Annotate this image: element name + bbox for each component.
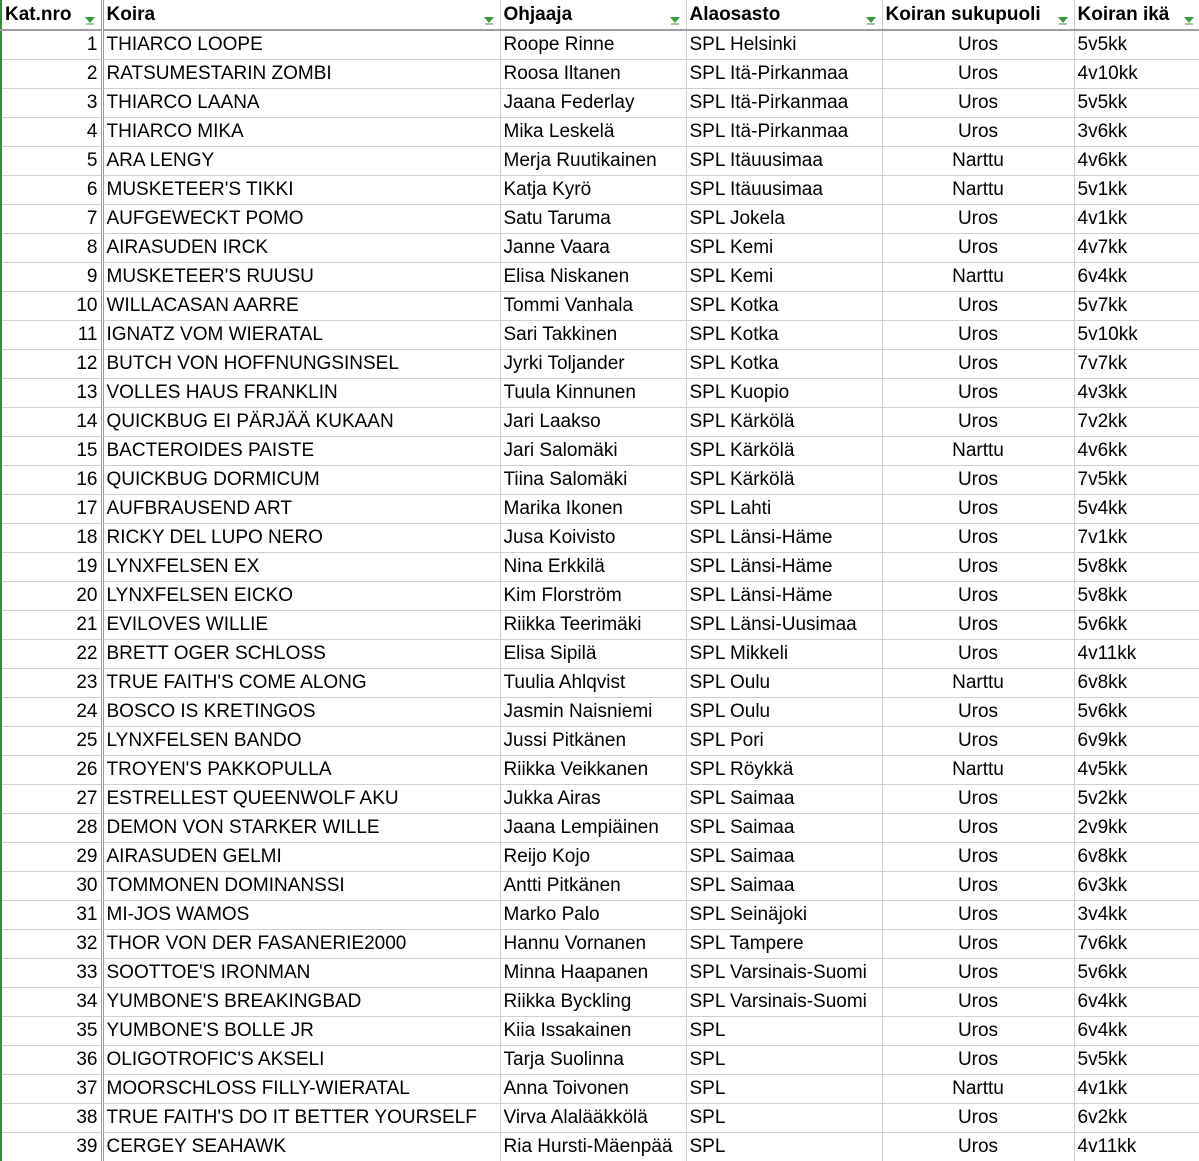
cell-koira[interactable]: TROYEN'S PAKKOPULLA [102, 756, 500, 785]
table-row [1, 437, 1199, 466]
cell-ohjaaja[interactable]: Jukka Airas [500, 785, 686, 814]
cell-koira[interactable]: VOLLES HAUS FRANKLIN [102, 379, 500, 408]
cell-kat-nro[interactable]: 14 [1, 408, 102, 437]
cell-sukupuoli[interactable]: Uros [882, 89, 1074, 118]
cell-ika[interactable]: 6v3kk [1074, 872, 1199, 901]
cell-ohjaaja[interactable]: Riikka Teerimäki [500, 611, 686, 640]
table-row [1, 30, 1199, 60]
cell-kat-nro[interactable]: 17 [1, 495, 102, 524]
cell-koira[interactable]: MI-JOS WAMOS [102, 901, 500, 930]
filter-icon[interactable] [1183, 15, 1195, 25]
cell-ika[interactable]: 7v5kk [1074, 466, 1199, 495]
cell-koira[interactable]: SOOTTOE'S IRONMAN [102, 959, 500, 988]
cell-sukupuoli[interactable]: Uros [882, 466, 1074, 495]
table-row [1, 263, 1199, 292]
cell-alaosasto[interactable]: SPL Länsi-Uusimaa [686, 611, 882, 640]
cell-ohjaaja[interactable]: Riikka Veikkanen [500, 756, 686, 785]
cell-ika[interactable]: 5v6kk [1074, 959, 1199, 988]
table-row [1, 1104, 1199, 1133]
cell-koira[interactable]: BUTCH VON HOFFNUNGSINSEL [102, 350, 500, 379]
table-row [1, 205, 1199, 234]
cell-koira[interactable]: THIARCO MIKA [102, 118, 500, 147]
cell-ika[interactable]: 7v1kk [1074, 524, 1199, 553]
cell-alaosasto[interactable]: SPL Kemi [686, 234, 882, 263]
cell-ika[interactable]: 7v6kk [1074, 930, 1199, 959]
cell-ohjaaja[interactable]: Elisa Niskanen [500, 263, 686, 292]
cell-ika[interactable]: 5v6kk [1074, 611, 1199, 640]
cell-ika[interactable]: 4v10kk [1074, 60, 1199, 89]
cell-alaosasto[interactable]: SPL Saimaa [686, 785, 882, 814]
cell-sukupuoli[interactable]: Uros [882, 234, 1074, 263]
cell-kat-nro[interactable]: 7 [1, 205, 102, 234]
cell-koira[interactable]: TRUE FAITH'S DO IT BETTER YOURSELF [102, 1104, 500, 1133]
cell-sukupuoli[interactable]: Uros [882, 698, 1074, 727]
cell-sukupuoli[interactable]: Uros [882, 785, 1074, 814]
table-row [1, 785, 1199, 814]
column-header-label: Koira [107, 4, 156, 25]
cell-sukupuoli[interactable]: Uros [882, 321, 1074, 350]
table-row [1, 1133, 1199, 1161]
cell-sukupuoli[interactable]: Narttu [882, 437, 1074, 466]
cell-sukupuoli[interactable]: Uros [882, 1133, 1074, 1161]
table-row [1, 611, 1199, 640]
column-header-alaosasto[interactable] [686, 0, 882, 30]
cell-kat-nro[interactable]: 5 [1, 147, 102, 176]
table-row [1, 408, 1199, 437]
table-row [1, 379, 1199, 408]
cell-sukupuoli[interactable]: Uros [882, 379, 1074, 408]
cell-kat-nro[interactable]: 38 [1, 1104, 102, 1133]
cell-ika[interactable]: 4v6kk [1074, 147, 1199, 176]
cell-ohjaaja[interactable]: Katja Kyrö [500, 176, 686, 205]
column-header-label: Koiran ikä [1078, 4, 1170, 25]
table-row [1, 1075, 1199, 1104]
cell-alaosasto[interactable]: SPL Saimaa [686, 843, 882, 872]
header-row [1, 0, 1199, 30]
cell-koira[interactable]: YUMBONE'S BOLLE JR [102, 1017, 500, 1046]
cell-alaosasto[interactable]: SPL Helsinki [686, 30, 882, 60]
cell-alaosasto[interactable]: SPL Seinäjoki [686, 901, 882, 930]
cell-ohjaaja[interactable]: Tiina Salomäki [500, 466, 686, 495]
cell-koira[interactable]: RATSUMESTARIN ZOMBI [102, 60, 500, 89]
cell-alaosasto[interactable]: SPL Kemi [686, 263, 882, 292]
cell-koira[interactable]: THIARCO LOOPE [102, 30, 500, 60]
cell-ika[interactable]: 5v8kk [1074, 553, 1199, 582]
table-row [1, 350, 1199, 379]
cell-alaosasto[interactable]: SPL Oulu [686, 669, 882, 698]
cell-ohjaaja[interactable]: Jaana Lempiäinen [500, 814, 686, 843]
cell-alaosasto[interactable]: SPL Kotka [686, 292, 882, 321]
cell-ika[interactable]: 4v1kk [1074, 205, 1199, 234]
cell-koira[interactable]: LYNXFELSEN BANDO [102, 727, 500, 756]
cell-sukupuoli[interactable]: Uros [882, 640, 1074, 669]
cell-koira[interactable]: RICKY DEL LUPO NERO [102, 524, 500, 553]
table-row [1, 901, 1199, 930]
cell-ika[interactable]: 4v3kk [1074, 379, 1199, 408]
cell-alaosasto[interactable]: SPL Lahti [686, 495, 882, 524]
cell-koira[interactable]: TRUE FAITH'S COME ALONG [102, 669, 500, 698]
cell-sukupuoli[interactable]: Narttu [882, 147, 1074, 176]
table-row [1, 727, 1199, 756]
cell-alaosasto[interactable]: SPL Itä-Pirkanmaa [686, 89, 882, 118]
cell-alaosasto[interactable]: SPL Länsi-Häme [686, 553, 882, 582]
filter-icon[interactable] [84, 15, 96, 25]
cell-ika[interactable]: 4v5kk [1074, 756, 1199, 785]
table-row [1, 1017, 1199, 1046]
cell-ika[interactable]: 3v4kk [1074, 901, 1199, 930]
cell-alaosasto[interactable]: SPL Kuopio [686, 379, 882, 408]
cell-ika[interactable]: 5v7kk [1074, 292, 1199, 321]
cell-alaosasto[interactable]: SPL Länsi-Häme [686, 524, 882, 553]
cell-koira[interactable]: LYNXFELSEN EICKO [102, 582, 500, 611]
cell-ika[interactable]: 5v6kk [1074, 698, 1199, 727]
column-header-koiran-ika[interactable] [1074, 0, 1199, 30]
cell-sukupuoli[interactable]: Narttu [882, 756, 1074, 785]
cell-kat-nro[interactable]: 22 [1, 640, 102, 669]
cell-ohjaaja[interactable]: Jussi Pitkänen [500, 727, 686, 756]
cell-kat-nro[interactable]: 32 [1, 930, 102, 959]
cell-kat-nro[interactable]: 6 [1, 176, 102, 205]
cell-ohjaaja[interactable]: Tuulia Ahlqvist [500, 669, 686, 698]
cell-alaosasto[interactable]: SPL [686, 1104, 882, 1133]
table-row [1, 524, 1199, 553]
cell-kat-nro[interactable]: 18 [1, 524, 102, 553]
cell-alaosasto[interactable]: SPL Pori [686, 727, 882, 756]
cell-ika[interactable]: 4v6kk [1074, 437, 1199, 466]
cell-alaosasto[interactable]: SPL Kärkölä [686, 408, 882, 437]
cell-ika[interactable]: 5v2kk [1074, 785, 1199, 814]
cell-koira[interactable]: MOORSCHLOSS FILLY-WIERATAL [102, 1075, 500, 1104]
cell-ika[interactable]: 5v5kk [1074, 30, 1199, 60]
cell-kat-nro[interactable]: 16 [1, 466, 102, 495]
cell-ika[interactable]: 4v7kk [1074, 234, 1199, 263]
cell-koira[interactable]: OLIGOTROFIC'S AKSELI [102, 1046, 500, 1075]
cell-sukupuoli[interactable]: Uros [882, 292, 1074, 321]
cell-kat-nro[interactable]: 30 [1, 872, 102, 901]
cell-koira[interactable]: AIRASUDEN GELMI [102, 843, 500, 872]
cell-alaosasto[interactable]: SPL Varsinais-Suomi [686, 959, 882, 988]
table-row [1, 959, 1199, 988]
cell-ika[interactable]: 5v5kk [1074, 89, 1199, 118]
cell-alaosasto[interactable]: SPL [686, 1075, 882, 1104]
cell-alaosasto[interactable]: SPL Saimaa [686, 872, 882, 901]
cell-ika[interactable]: 5v4kk [1074, 495, 1199, 524]
cell-ohjaaja[interactable]: Riikka Byckling [500, 988, 686, 1017]
cell-ohjaaja[interactable]: Jyrki Toljander [500, 350, 686, 379]
cell-alaosasto[interactable]: SPL Itäuusimaa [686, 147, 882, 176]
cell-koira[interactable]: IGNATZ VOM WIERATAL [102, 321, 500, 350]
cell-sukupuoli[interactable]: Narttu [882, 176, 1074, 205]
cell-sukupuoli[interactable]: Uros [882, 843, 1074, 872]
cell-sukupuoli[interactable]: Narttu [882, 263, 1074, 292]
cell-koira[interactable]: QUICKBUG EI PÄRJÄÄ KUKAAN [102, 408, 500, 437]
cell-kat-nro[interactable]: 37 [1, 1075, 102, 1104]
cell-ohjaaja[interactable]: Marko Palo [500, 901, 686, 930]
cell-kat-nro[interactable]: 1 [1, 30, 102, 60]
cell-sukupuoli[interactable]: Uros [882, 959, 1074, 988]
cell-kat-nro[interactable]: 36 [1, 1046, 102, 1075]
cell-ohjaaja[interactable]: Nina Erkkilä [500, 553, 686, 582]
cell-ohjaaja[interactable]: Anna Toivonen [500, 1075, 686, 1104]
cell-alaosasto[interactable]: SPL Itä-Pirkanmaa [686, 118, 882, 147]
cell-alaosasto[interactable]: SPL Kärkölä [686, 437, 882, 466]
cell-koira[interactable]: BRETT OGER SCHLOSS [102, 640, 500, 669]
cell-kat-nro[interactable]: 39 [1, 1133, 102, 1161]
table-row [1, 553, 1199, 582]
cell-ohjaaja[interactable]: Hannu Vornanen [500, 930, 686, 959]
cell-ohjaaja[interactable]: Jasmin Naisniemi [500, 698, 686, 727]
table-row [1, 118, 1199, 147]
cell-sukupuoli[interactable]: Uros [882, 524, 1074, 553]
cell-ika[interactable]: 4v1kk [1074, 1075, 1199, 1104]
cell-kat-nro[interactable]: 19 [1, 553, 102, 582]
cell-koira[interactable]: TOMMONEN DOMINANSSI [102, 872, 500, 901]
cell-koira[interactable]: MUSKETEER'S RUUSU [102, 263, 500, 292]
cell-ohjaaja[interactable]: Janne Vaara [500, 234, 686, 263]
cell-sukupuoli[interactable]: Narttu [882, 669, 1074, 698]
cell-koira[interactable]: THIARCO LAANA [102, 89, 500, 118]
cell-kat-nro[interactable]: 21 [1, 611, 102, 640]
cell-ohjaaja[interactable]: Virva Alalääkkölä [500, 1104, 686, 1133]
cell-ohjaaja[interactable]: Minna Haapanen [500, 959, 686, 988]
table-row [1, 843, 1199, 872]
cell-kat-nro[interactable]: 9 [1, 263, 102, 292]
cell-ohjaaja[interactable]: Sari Takkinen [500, 321, 686, 350]
cell-ohjaaja[interactable]: Roosa Iltanen [500, 60, 686, 89]
cell-kat-nro[interactable]: 34 [1, 988, 102, 1017]
cell-ika[interactable]: 4v11kk [1074, 640, 1199, 669]
cell-alaosasto[interactable]: SPL Varsinais-Suomi [686, 988, 882, 1017]
cell-sukupuoli[interactable]: Uros [882, 60, 1074, 89]
cell-ika[interactable]: 6v8kk [1074, 843, 1199, 872]
cell-sukupuoli[interactable]: Uros [882, 814, 1074, 843]
cell-ohjaaja[interactable]: Marika Ikonen [500, 495, 686, 524]
column-header-label: Kat.nro [5, 4, 72, 25]
table-row [1, 1046, 1199, 1075]
cell-koira[interactable]: BOSCO IS KRETINGOS [102, 698, 500, 727]
table-row [1, 60, 1199, 89]
cell-kat-nro[interactable]: 27 [1, 785, 102, 814]
cell-koira[interactable]: BACTEROIDES PAISTE [102, 437, 500, 466]
table-row [1, 321, 1199, 350]
table-row [1, 147, 1199, 176]
cell-alaosasto[interactable]: SPL Saimaa [686, 814, 882, 843]
cell-sukupuoli[interactable]: Narttu [882, 1075, 1074, 1104]
table-row [1, 669, 1199, 698]
cell-koira[interactable]: ARA LENGY [102, 147, 500, 176]
column-header-label: Alaosasto [690, 4, 781, 25]
cell-sukupuoli[interactable]: Uros [882, 30, 1074, 60]
table-row [1, 756, 1199, 785]
cell-kat-nro[interactable]: 35 [1, 1017, 102, 1046]
cell-ika[interactable]: 5v10kk [1074, 321, 1199, 350]
cell-sukupuoli[interactable]: Uros [882, 205, 1074, 234]
cell-alaosasto[interactable]: SPL Oulu [686, 698, 882, 727]
cell-sukupuoli[interactable]: Uros [882, 611, 1074, 640]
filter-icon[interactable] [483, 15, 495, 25]
cell-sukupuoli[interactable]: Uros [882, 350, 1074, 379]
cell-sukupuoli[interactable]: Uros [882, 930, 1074, 959]
cell-kat-nro[interactable]: 11 [1, 321, 102, 350]
cell-ohjaaja[interactable]: Roope Rinne [500, 30, 686, 60]
cell-koira[interactable]: ESTRELLEST QUEENWOLF AKU [102, 785, 500, 814]
cell-kat-nro[interactable]: 8 [1, 234, 102, 263]
column-header-label: Koiran sukupuoli [886, 4, 1041, 25]
cell-alaosasto[interactable]: SPL Röykkä [686, 756, 882, 785]
cell-ika[interactable]: 6v4kk [1074, 988, 1199, 1017]
cell-koira[interactable]: YUMBONE'S BREAKINGBAD [102, 988, 500, 1017]
cell-ohjaaja[interactable]: Kiia Issakainen [500, 1017, 686, 1046]
cell-kat-nro[interactable]: 24 [1, 698, 102, 727]
cell-ohjaaja[interactable]: Jusa Koivisto [500, 524, 686, 553]
cell-kat-nro[interactable]: 4 [1, 118, 102, 147]
cell-ohjaaja[interactable]: Tommi Vanhala [500, 292, 686, 321]
filter-icon[interactable] [865, 15, 877, 25]
cell-koira[interactable]: DEMON VON STARKER WILLE [102, 814, 500, 843]
cell-ika[interactable]: 6v4kk [1074, 1017, 1199, 1046]
cell-alaosasto[interactable]: SPL [686, 1133, 882, 1161]
filter-icon[interactable] [1057, 15, 1069, 25]
cell-alaosasto[interactable]: SPL Mikkeli [686, 640, 882, 669]
cell-kat-nro[interactable]: 31 [1, 901, 102, 930]
cell-kat-nro[interactable]: 2 [1, 60, 102, 89]
table-row [1, 872, 1199, 901]
table-row [1, 495, 1199, 524]
cell-koira[interactable]: QUICKBUG DORMICUM [102, 466, 500, 495]
cell-sukupuoli[interactable]: Uros [882, 582, 1074, 611]
cell-ika[interactable]: 6v9kk [1074, 727, 1199, 756]
cell-ika[interactable]: 5v1kk [1074, 176, 1199, 205]
column-header-ohjaaja[interactable] [500, 0, 686, 30]
cell-ika[interactable]: 6v8kk [1074, 669, 1199, 698]
cell-kat-nro[interactable]: 23 [1, 669, 102, 698]
filter-icon[interactable] [669, 15, 681, 25]
cell-koira[interactable]: AUFGEWECKT POMO [102, 205, 500, 234]
cell-kat-nro[interactable]: 3 [1, 89, 102, 118]
cell-ohjaaja[interactable]: Tuula Kinnunen [500, 379, 686, 408]
table-row [1, 582, 1199, 611]
cell-sukupuoli[interactable]: Uros [882, 118, 1074, 147]
cell-ohjaaja[interactable]: Antti Pitkänen [500, 872, 686, 901]
cell-alaosasto[interactable]: SPL Itä-Pirkanmaa [686, 60, 882, 89]
cell-kat-nro[interactable]: 29 [1, 843, 102, 872]
table-row [1, 466, 1199, 495]
cell-alaosasto[interactable]: SPL Länsi-Häme [686, 582, 882, 611]
cell-kat-nro[interactable]: 26 [1, 756, 102, 785]
cell-kat-nro[interactable]: 13 [1, 379, 102, 408]
cell-ohjaaja[interactable]: Merja Ruutikainen [500, 147, 686, 176]
table-row [1, 234, 1199, 263]
cell-koira[interactable]: AUFBRAUSEND ART [102, 495, 500, 524]
cell-koira[interactable]: AIRASUDEN IRCK [102, 234, 500, 263]
cell-kat-nro[interactable]: 25 [1, 727, 102, 756]
cell-kat-nro[interactable]: 28 [1, 814, 102, 843]
cell-ika[interactable]: 3v6kk [1074, 118, 1199, 147]
cell-kat-nro[interactable]: 10 [1, 292, 102, 321]
cell-alaosasto[interactable]: SPL Itäuusimaa [686, 176, 882, 205]
column-header-koiran-sukupuoli[interactable] [882, 0, 1074, 30]
column-header-kat-nro[interactable] [1, 0, 102, 30]
cell-ohjaaja[interactable]: Elisa Sipilä [500, 640, 686, 669]
column-header-label: Ohjaaja [504, 4, 573, 25]
cell-ika[interactable]: 4v11kk [1074, 1133, 1199, 1161]
cell-kat-nro[interactable]: 12 [1, 350, 102, 379]
cell-ika[interactable]: 7v7kk [1074, 350, 1199, 379]
cell-koira[interactable]: LYNXFELSEN EX [102, 553, 500, 582]
cell-koira[interactable]: EVILOVES WILLIE [102, 611, 500, 640]
cell-koira[interactable]: CERGEY SEAHAWK [102, 1133, 500, 1161]
cell-ika[interactable]: 6v2kk [1074, 1104, 1199, 1133]
cell-kat-nro[interactable]: 33 [1, 959, 102, 988]
table-row [1, 988, 1199, 1017]
column-header-koira[interactable] [102, 0, 500, 30]
cell-ika[interactable]: 5v8kk [1074, 582, 1199, 611]
cell-ika[interactable]: 5v5kk [1074, 1046, 1199, 1075]
cell-ika[interactable]: 7v2kk [1074, 408, 1199, 437]
table-row [1, 698, 1199, 727]
cell-koira[interactable]: MUSKETEER'S TIKKI [102, 176, 500, 205]
table-row [1, 89, 1199, 118]
cell-ohjaaja[interactable]: Jari Salomäki [500, 437, 686, 466]
cell-alaosasto[interactable]: SPL [686, 1046, 882, 1075]
cell-sukupuoli[interactable]: Uros [882, 1017, 1074, 1046]
cell-ohjaaja[interactable]: Jaana Federlay [500, 89, 686, 118]
cell-alaosasto[interactable]: SPL Kotka [686, 350, 882, 379]
table-row [1, 640, 1199, 669]
table-body [1, 30, 1199, 1161]
cell-alaosasto[interactable]: SPL Kotka [686, 321, 882, 350]
cell-koira[interactable]: THOR VON DER FASANERIE2000 [102, 930, 500, 959]
cell-alaosasto[interactable]: SPL Tampere [686, 930, 882, 959]
cell-kat-nro[interactable]: 20 [1, 582, 102, 611]
cell-ohjaaja[interactable]: Reijo Kojo [500, 843, 686, 872]
cell-ohjaaja[interactable]: Kim Florström [500, 582, 686, 611]
cell-alaosasto[interactable]: SPL Kärkölä [686, 466, 882, 495]
cell-ohjaaja[interactable]: Mika Leskelä [500, 118, 686, 147]
table-row [1, 930, 1199, 959]
cell-sukupuoli[interactable]: Uros [882, 727, 1074, 756]
cell-kat-nro[interactable]: 15 [1, 437, 102, 466]
cell-ika[interactable]: 2v9kk [1074, 814, 1199, 843]
cell-sukupuoli[interactable]: Uros [882, 553, 1074, 582]
cell-ohjaaja[interactable]: Jari Laakso [500, 408, 686, 437]
cell-sukupuoli[interactable]: Uros [882, 495, 1074, 524]
cell-ohjaaja[interactable]: Tarja Suolinna [500, 1046, 686, 1075]
cell-sukupuoli[interactable]: Uros [882, 901, 1074, 930]
table-row [1, 814, 1199, 843]
cell-sukupuoli[interactable]: Uros [882, 408, 1074, 437]
cell-alaosasto[interactable]: SPL Jokela [686, 205, 882, 234]
cell-sukupuoli[interactable]: Uros [882, 1104, 1074, 1133]
cell-sukupuoli[interactable]: Uros [882, 988, 1074, 1017]
cell-ika[interactable]: 6v4kk [1074, 263, 1199, 292]
table-row [1, 176, 1199, 205]
cell-sukupuoli[interactable]: Uros [882, 872, 1074, 901]
cell-ohjaaja[interactable]: Satu Taruma [500, 205, 686, 234]
cell-ohjaaja[interactable]: Ria Hursti-Mäenpää [500, 1133, 686, 1161]
cell-koira[interactable]: WILLACASAN AARRE [102, 292, 500, 321]
cell-alaosasto[interactable]: SPL [686, 1017, 882, 1046]
table-row [1, 292, 1199, 321]
cell-sukupuoli[interactable]: Uros [882, 1046, 1074, 1075]
